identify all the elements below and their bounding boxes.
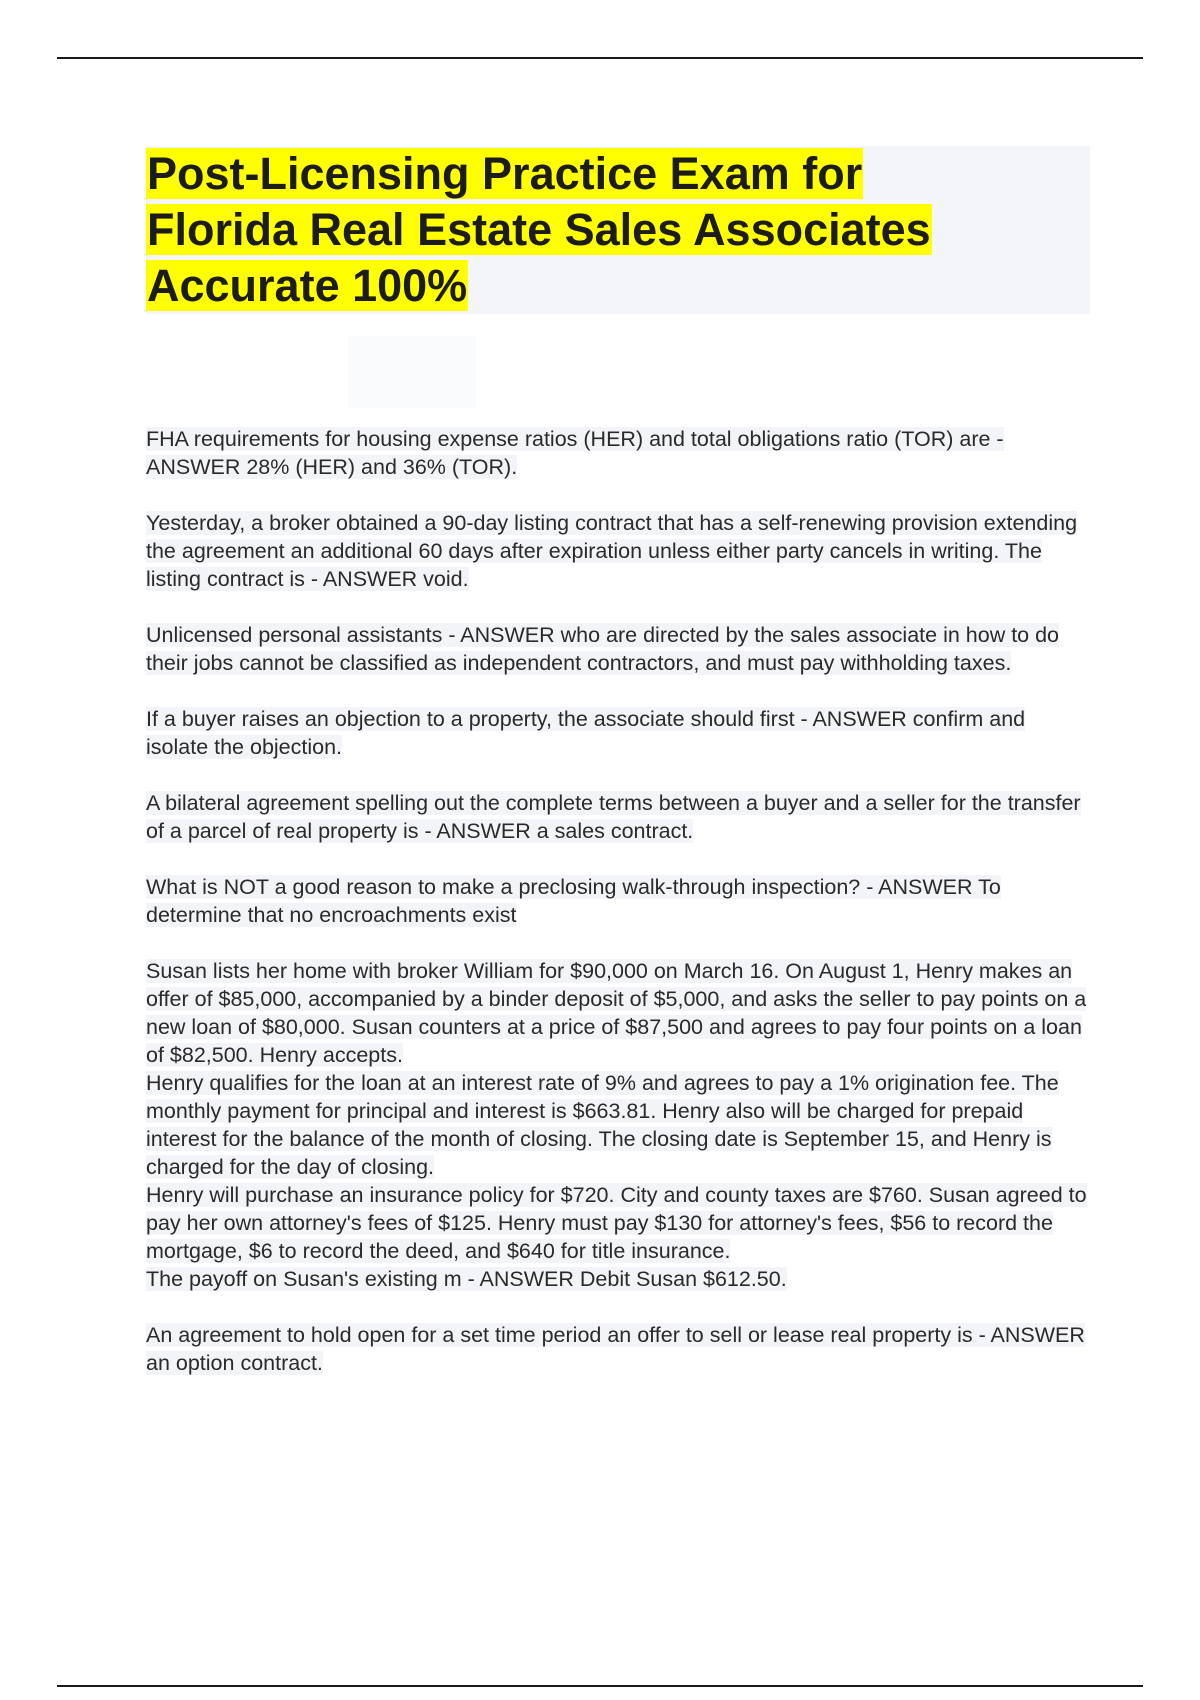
qa-item <box>146 425 1090 481</box>
qa-item <box>146 621 1090 677</box>
bottom-rule <box>57 1685 1143 1687</box>
faint-artifact <box>348 336 476 408</box>
qa-item <box>146 509 1090 593</box>
qa-list <box>146 425 1090 1405</box>
qa-text: A bilateral agreement spelling out the complete terms between a buyer and a seller for the transfer of a parcel of real property is - ANSWER a sales contract. <box>146 791 1081 843</box>
qa-item <box>146 1321 1090 1377</box>
top-rule <box>57 57 1143 59</box>
qa-text: Henry qualifies for the loan at an interest rate of 9% and agrees to pay a 1% origination fee. The monthly payment for principal and interest is $663.81. Henry also will be charged for prepaid interest for the balance of the month of closing. The closing date is September 15, and Henry is charged for the day of closing. <box>146 1071 1059 1179</box>
qa-text: The payoff on Susan's existing m - ANSWER Debit Susan $612.50. <box>146 1267 787 1291</box>
qa-text: Unlicensed personal assistants - ANSWER who are directed by the sales associate in how to do their jobs cannot be classified as independent contractors, and must pay withholding taxes. <box>146 623 1060 675</box>
qa-text: FHA requirements for housing expense ratios (HER) and total obligations ratio (TOR) are - ANSWER 28% (HER) and 36% (TOR). <box>146 427 1004 479</box>
qa-text: Henry will purchase an insurance policy for $720. City and county taxes are $760. Susan agreed to pay her own attorney's fees of $125. Henry must pay $130 for attorney's fees, $56 to record the mortgage, $6 to record the deed, and $640 for title insurance. <box>146 1183 1087 1263</box>
qa-text: If a buyer raises an objection to a property, the associate should first - ANSWER confirm and isolate the objection. <box>146 707 1026 759</box>
qa-item <box>146 705 1090 761</box>
qa-item <box>146 873 1090 929</box>
qa-item <box>146 957 1090 1293</box>
qa-item <box>146 789 1090 845</box>
title-line: Post-Licensing Practice Exam for <box>147 148 863 199</box>
qa-text: Susan lists her home with broker William for $90,000 on March 16. On August 1, Henry makes an offer of $85,000, accompanied by a binder deposit of $5,000, and asks the seller to pay points on a new loan of $80,000. Susan counters at a price of $87,500 and agrees to pay four points on a loan of $82,500. Henry accepts. <box>146 959 1087 1067</box>
title-line: Florida Real Estate Sales Associates <box>147 204 931 255</box>
qa-text: Yesterday, a broker obtained a 90-day listing contract that has a self-renewing provision extending the agreement an additional 60 days after expiration unless either party cancels in writing. The listing contract is - ANSWER void. <box>146 511 1078 591</box>
qa-text: An agreement to hold open for a set time period an offer to sell or lease real property is - ANSWER an option contract. <box>146 1323 1085 1375</box>
title-block <box>146 146 1090 314</box>
document-title <box>146 146 1090 314</box>
qa-text: What is NOT a good reason to make a preclosing walk-through inspection? - ANSWER To determine that no encroachments exist <box>146 875 1001 927</box>
title-line: Accurate 100% <box>147 260 468 311</box>
